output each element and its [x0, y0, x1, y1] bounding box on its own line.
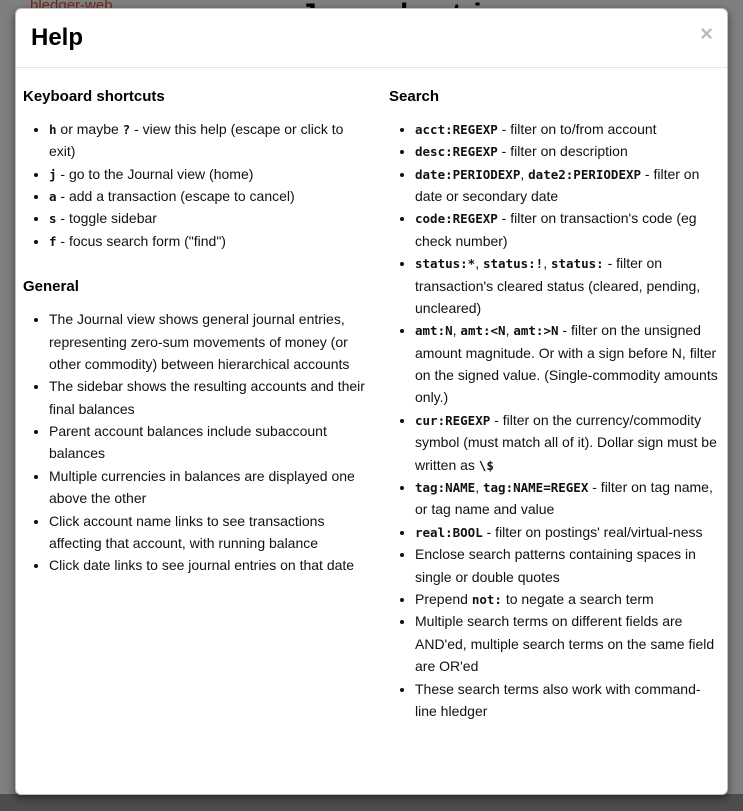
close-icon[interactable]: × — [700, 21, 713, 46]
list-item: • Multiple search terms on different fields are AND'ed, multiple search terms on the same field are OR'ed — [415, 610, 720, 677]
list-item: • j - go to the Journal view (home) — [49, 163, 373, 185]
list-item: • tag:NAME, tag:NAME=REGEX - filter on tag name, or tag name and value — [415, 476, 720, 521]
list-item: • The Journal view shows general journal entries, representing zero-sum movements of money (or other commodity) between hierarchical accounts — [49, 308, 373, 375]
list-item: • amt:N, amt:<N, amt:>N - filter on the unsigned amount magnitude. Or with a sign before N, filter on the signed value. (Single-commodity amounts only.) — [415, 319, 720, 409]
list-item: • f - focus search form ("find") — [49, 230, 373, 252]
list-item: • Prepend not: to negate a search term — [415, 588, 720, 610]
list-item: • status:*, status:!, status: - filter on transaction's cleared status (cleared, pending, uncleared) — [415, 252, 720, 319]
modal-body — [16, 68, 727, 794]
help-column-right — [373, 88, 720, 779]
help-modal — [15, 8, 728, 795]
list-item: • a - add a transaction (escape to cancel) — [49, 185, 373, 207]
list-item: • real:BOOL - filter on postings' real/virtual-ness — [415, 521, 720, 543]
list-item: • h or maybe ? - view this help (escape or click to exit) — [49, 118, 373, 163]
section-heading-general: General — [23, 278, 79, 296]
list-item: • Multiple currencies in balances are displayed one above the other — [49, 465, 373, 510]
list-item: • Enclose search patterns containing spaces in single or double quotes — [415, 543, 720, 588]
help-column-left — [23, 88, 373, 779]
list-item: • cur:REGEXP - filter on the currency/commodity symbol (must match all of it). Dollar sign must be written as \$ — [415, 409, 720, 476]
list-item: • Parent account balances include subaccount balances — [49, 420, 373, 465]
modal-header — [16, 9, 727, 68]
list-item: • The sidebar shows the resulting accounts and their final balances — [49, 375, 373, 420]
list-item: • Click account name links to see transactions affecting that account, with running balance — [49, 510, 373, 555]
section-heading-keyboard-shortcuts: Keyboard shortcuts — [23, 87, 165, 105]
list-item: • These search terms also work with command-line hledger — [415, 678, 720, 723]
list-item: • code:REGEXP - filter on transaction's code (eg check number) — [415, 207, 720, 252]
list-item: • date:PERIODEXP, date2:PERIODEXP - filter on date or secondary date — [415, 163, 720, 208]
search-list — [393, 118, 720, 723]
list-item: • desc:REGEXP - filter on description — [415, 140, 720, 162]
modal-title: Help — [31, 24, 84, 51]
general-list — [27, 308, 373, 577]
list-item: • Click date links to see journal entries on that date — [49, 554, 373, 576]
list-item: • acct:REGEXP - filter on to/from account — [415, 118, 720, 140]
keyboard-shortcuts-list — [27, 118, 373, 252]
section-heading-search: Search — [389, 87, 440, 105]
list-item: • s - toggle sidebar — [49, 207, 373, 229]
